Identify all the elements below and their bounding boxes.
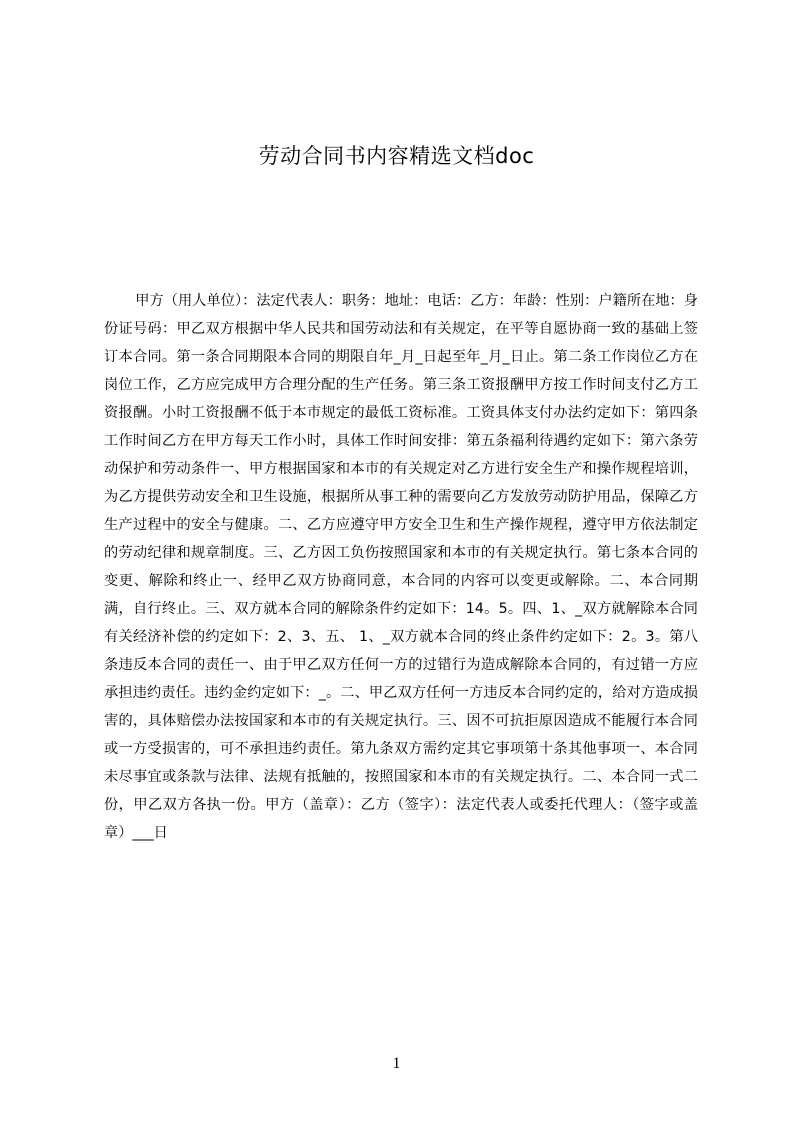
document-title: 劳动合同书内容精选文档doc — [258, 144, 535, 168]
page-number: 1 — [392, 1055, 401, 1072]
contract-body-paragraph: 甲方（用人单位）：法定代表人：职务：地址：电话：乙方：年龄：性别：户籍所在地：身份证号码：甲乙双方根据中华人民共和国劳动法和有关规定，在平等自愿协商一致的基础上签订本合同。第一条合同期限本合同的期限自年_月_日起至年_月_日止。第二条工作岗位乙方在岗位工作，乙方应完成甲方合理分配的生产任务。第三条工资报酬甲方按工作时间支付乙方工资报酬。小时工资报酬不低于本市规定的最低工资标准。工资具体支付办法约定如下：第四条工作时间乙方在甲方每天工作小时，具体工作时间安排：第五条福利待遇约定如下：第六条劳动保护和劳动条件一、甲方根据国家和本市的有关规定对乙方进行安全生产和操作规程培训，为乙方提供劳动安全和卫生设施，根据所从事工种的需要向乙方发放劳动防护用品，保障乙方生产过程中的安全与健康。二、乙方应遵守甲方安全卫生和生产操作规程，遵守甲方依法制定的劳动纪律和规章制度。三、乙方因工负伤按照国家和本市的有关规定执行。第七条本合同的变更、解除和终止一、经甲乙双方协商同意，本合同的内容可以变更或解除。二、本合同期满，自行终止。三、双方就本合同的解除条件约定如下：14。5。四、1、_双方就解除本合同有关经济补偿的约定如下：2、3、五、 1、_双方就本合同的终止条件约定如下：2。3。第八条违反本合同的责任一、由于甲乙双方任何一方的过错行为造成解除本合同的，有过错一方应承担违约责任。违约金约定如下：_。二、甲乙双方任何一方违反本合同约定的，给对方造成损害的，具体赔偿办法按国家和本市的有关规定执行。三、因不可抗拒原因造成不能履行本合同或一方受损害的，可不承担违约责任。第九条双方需约定其它事项第十条其他事项一、本合同未尽事宜或条款与法律、法规有抵触的，按照国家和本市的有关规定执行。二、本合同一式二份，甲乙双方各执一份。甲方（盖章）：乙方（签字）：法定代表人或委托代理人：（签字或盖章）___日 — [104, 293, 698, 841]
